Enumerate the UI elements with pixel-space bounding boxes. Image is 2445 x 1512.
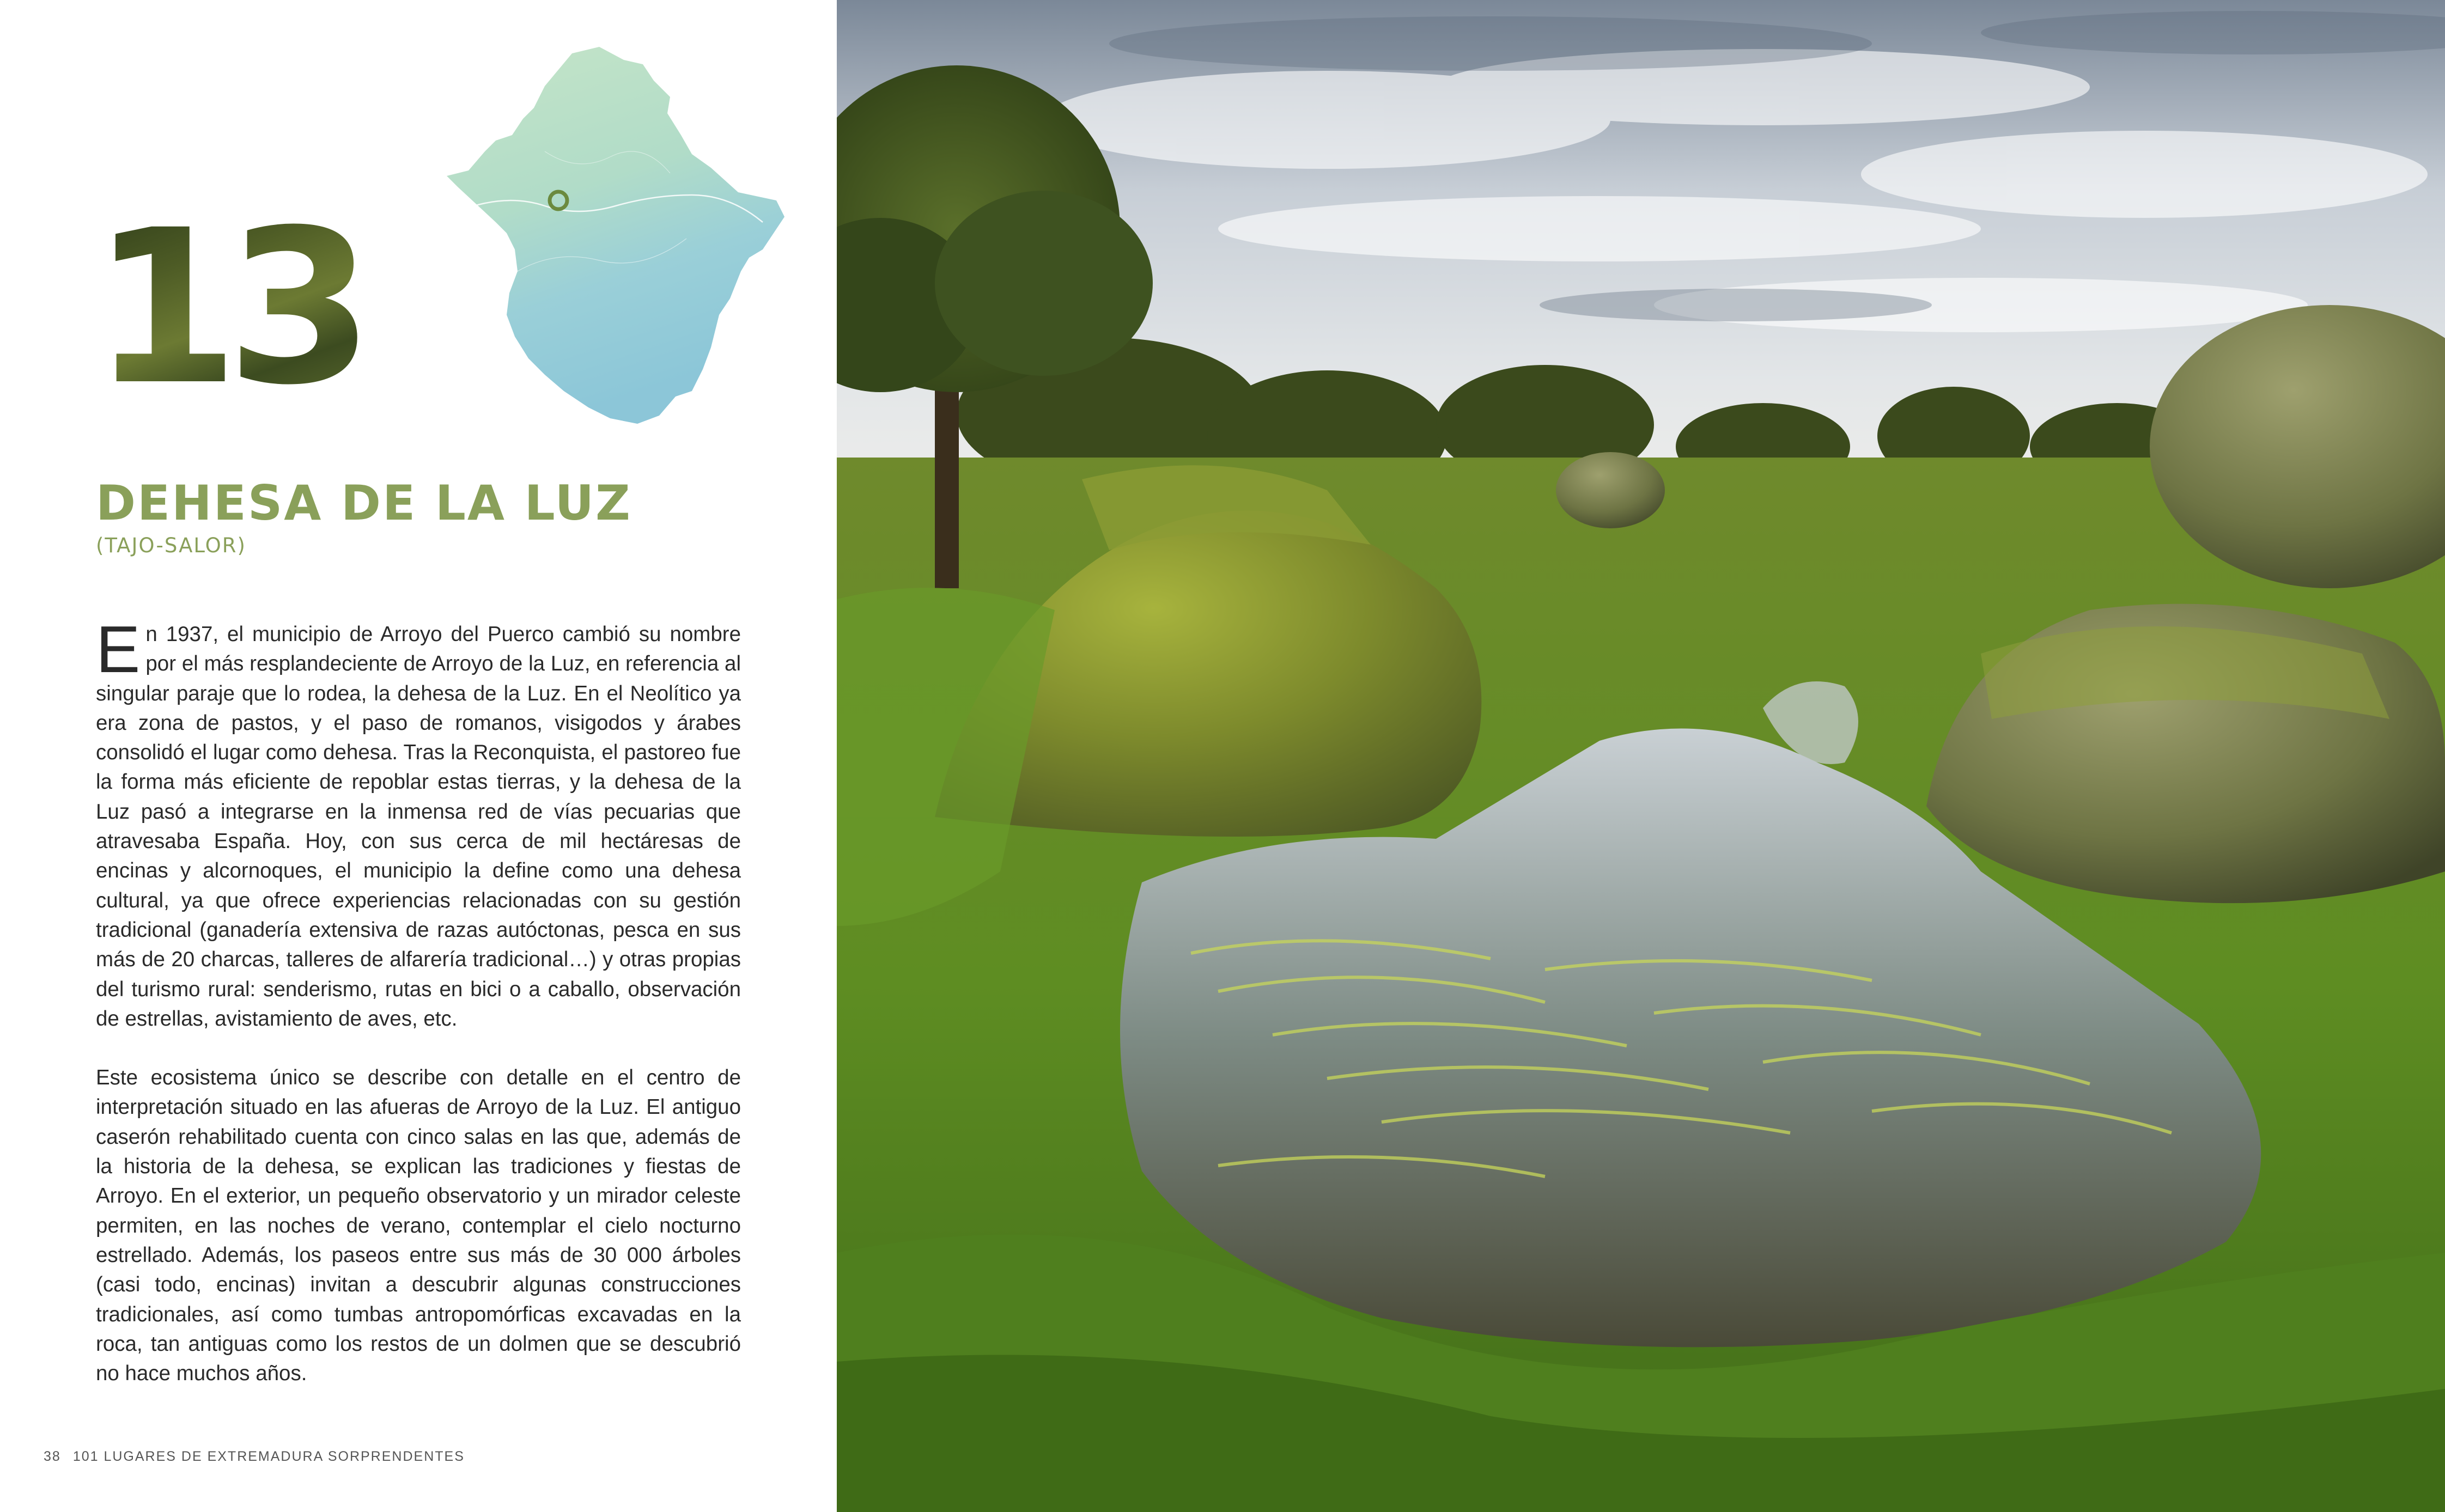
page-footer	[44, 1449, 465, 1465]
chapter-number: 13	[92, 184, 361, 431]
page-subtitle: (TAJO-SALOR)	[96, 534, 246, 557]
paragraph-1-text: n 1937, el municipio de Arroyo del Puerco cambió su nombre por el más resplandeciente de Arroyo de la Luz, en referencia al singular paraje que lo rodea, la dehesa de la Luz. En el Neolítico ya era zona de pastos, y el paso de romanos, visigodos y árabes consolidó el lugar como dehesa. Tras la Reconquista, el pastoreo fue la forma más eficiente de repoblar estas tierras, y la dehesa de la Luz pasó a integrarse en la inmensa red de vías pecuarias que atravesaba España. Hoy, con sus cerca de mil hectáresas de encinas y alcornoques, el municipio la define como una dehesa cultural, ya que ofrece experiencias relacionadas con su gestión tradicional (ganadería extensiva de razas autóctonas, pesca en sus más de 20 charcas, talleres de alfarería tradicional…) y otras propias del turismo rural: senderismo, rutas en bici o a caballo, observación de estrellas, avistamiento de aves, etc.	[96, 623, 741, 1031]
region-map	[436, 42, 790, 440]
text-page	[0, 0, 837, 1512]
article-body	[96, 612, 741, 1418]
book-title: 101 LUGARES DE EXTREMADURA SORPRENDENTES	[72, 1449, 465, 1464]
extremadura-shape	[447, 47, 784, 424]
page-title: DEHESA DE LA LUZ	[96, 475, 632, 531]
page-number: 38	[44, 1449, 61, 1464]
drop-cap: E	[96, 612, 141, 686]
paragraph-1	[96, 612, 741, 1034]
paragraph-2: Este ecosistema único se describe con detalle en el centro de interpretación situado en las afueras de Arroyo de la Luz. El antiguo caserón rehabilitado cuenta con cinco salas en las que, además de la historia de la dehesa, se explican las tradiciones y fiestas de Arroyo. En el exterior, un pequeño observatorio y un mirador celeste permiten, en las noches de verano, contemplar el cielo nocturno estrellado. Además, los paseos entre sus más de 30 000 árboles (casi todo, encinas) invitan a descubrir algunas construcciones tradicionales, así como tumbas antropomórficas excavadas en la roca, tan antiguas como los restos de un dolmen que se descubrió no hace muchos años.	[96, 1066, 741, 1386]
landscape-photo	[837, 0, 2445, 1512]
